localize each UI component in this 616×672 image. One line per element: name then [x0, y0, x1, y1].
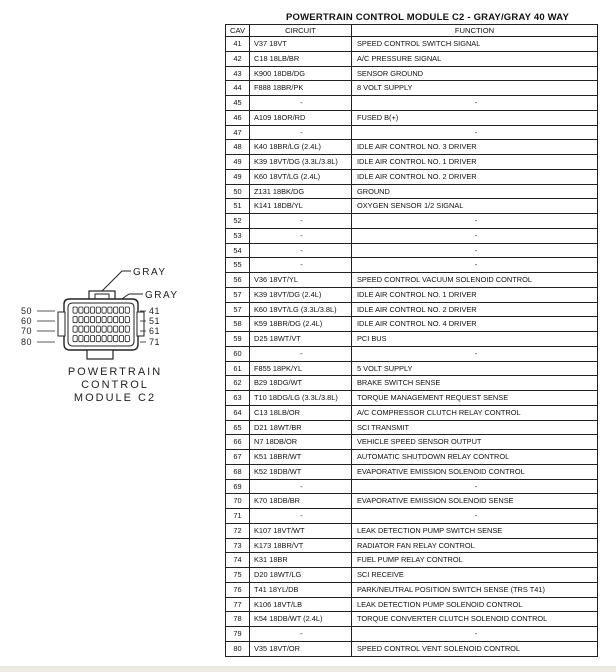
circuit-cell: C13 18LB/OR: [250, 405, 352, 420]
cav-cell: 63: [226, 391, 250, 406]
function-cell: TORQUE MANAGEMENT REQUEST SENSE: [352, 391, 598, 406]
circuit-cell: K60 18VT/LG (2.4L): [250, 169, 352, 184]
cav-cell: 41: [226, 37, 250, 52]
cav-cell: 52: [226, 214, 250, 229]
cav-cell: 50: [226, 184, 250, 199]
function-cell: IDLE AIR CONTROL NO. 3 DRIVER: [352, 140, 598, 155]
cav-cell: 42: [226, 51, 250, 66]
table-row: [226, 51, 598, 66]
table-row: [226, 464, 598, 479]
cav-cell: 58: [226, 317, 250, 332]
circuit-cell: -: [250, 125, 352, 140]
pin-number-left-60: 60: [21, 316, 33, 326]
cav-cell: 80: [226, 641, 250, 656]
function-cell: -: [352, 479, 598, 494]
table-row: [226, 346, 598, 361]
circuit-cell: K52 18DB/WT: [250, 464, 352, 479]
function-cell: -: [352, 96, 598, 111]
table-row: [226, 641, 598, 656]
function-cell: LEAK DETECTION PUMP SOLENOID CONTROL: [352, 597, 598, 612]
pin-cavity: [85, 336, 89, 342]
pin-cavity: [108, 317, 112, 323]
pin-cavity: [90, 326, 94, 332]
pin-cavity: [114, 326, 118, 332]
pin-cavity: [119, 336, 123, 342]
cav-cell: 73: [226, 538, 250, 553]
cav-cell: 78: [226, 612, 250, 627]
cav-cell: 61: [226, 361, 250, 376]
circuit-cell: -: [250, 214, 352, 229]
table-row: [226, 582, 598, 597]
pin-number-left-70: 70: [21, 326, 33, 336]
cav-cell: 76: [226, 582, 250, 597]
function-cell: -: [352, 627, 598, 642]
table-row: [226, 376, 598, 391]
table-row: [226, 37, 598, 52]
pin-cavity: [102, 307, 106, 313]
table-row: [226, 110, 598, 125]
table-header-row: [226, 25, 598, 37]
function-cell: SCI RECEIVE: [352, 568, 598, 583]
table-row: [226, 140, 598, 155]
function-cell: LEAK DETECTION PUMP SWITCH SENSE: [352, 523, 598, 538]
function-cell: SCI TRANSMIT: [352, 420, 598, 435]
cav-cell: 47: [226, 125, 250, 140]
circuit-cell: Z131 18BK/DG: [250, 184, 352, 199]
table-row: [226, 612, 598, 627]
pinout-table: [225, 24, 598, 657]
circuit-cell: -: [250, 228, 352, 243]
cav-cell: 75: [226, 568, 250, 583]
table-row: [226, 317, 598, 332]
gray-callout-top: GRAY: [133, 267, 167, 278]
table-row: [226, 361, 598, 376]
table-row: [226, 435, 598, 450]
function-cell: FUSED B(+): [352, 110, 598, 125]
circuit-cell: K39 18VT/DG (2.4L): [250, 287, 352, 302]
pin-cavity: [85, 317, 89, 323]
cav-cell: 59: [226, 332, 250, 347]
table-row: [226, 214, 598, 229]
table-row: [226, 287, 598, 302]
circuit-cell: -: [250, 243, 352, 258]
cav-cell: 53: [226, 228, 250, 243]
circuit-cell: K59 18BR/DG (2.4L): [250, 317, 352, 332]
pin-cavity: [125, 317, 129, 323]
table-title: POWERTRAIN CONTROL MODULE C2 - GRAY/GRAY 40 WAY: [286, 12, 570, 23]
pin-number-right-41: 41: [149, 306, 161, 316]
circuit-cell: K40 18BR/LG (2.4L): [250, 140, 352, 155]
function-cell: AUTOMATIC SHUTDOWN RELAY CONTROL: [352, 450, 598, 465]
cav-cell: 57: [226, 287, 250, 302]
pin-cavity: [96, 307, 100, 313]
cav-cell: 54: [226, 243, 250, 258]
function-cell: -: [352, 228, 598, 243]
function-cell: BRAKE SWITCH SENSE: [352, 376, 598, 391]
table-row: [226, 155, 598, 170]
circuit-cell: C18 18LB/BR: [250, 51, 352, 66]
function-cell: IDLE AIR CONTROL NO. 1 DRIVER: [352, 287, 598, 302]
pin-cavity: [119, 326, 123, 332]
table-row: [226, 627, 598, 642]
circuit-cell: V35 18VT/OR: [250, 641, 352, 656]
header-circuit: CIRCUIT: [250, 25, 352, 37]
gray-callout-top-leader: [102, 271, 122, 291]
pin-cavity: [108, 336, 112, 342]
pin-cavity: [125, 307, 129, 313]
table-row: [226, 420, 598, 435]
pin-cavity: [73, 307, 77, 313]
table-row: [226, 96, 598, 111]
function-cell: SPEED CONTROL SWITCH SIGNAL: [352, 37, 598, 52]
pin-cavity: [102, 326, 106, 332]
connector-label: [30, 366, 200, 405]
function-cell: SPEED CONTROL VACUUM SOLENOID CONTROL: [352, 273, 598, 288]
circuit-cell: K106 18VT/LB: [250, 597, 352, 612]
table-row: [226, 597, 598, 612]
circuit-cell: K141 18DB/YL: [250, 199, 352, 214]
circuit-cell: K31 18BR: [250, 553, 352, 568]
table-row: [226, 184, 598, 199]
pin-cavity: [79, 317, 83, 323]
cav-cell: 62: [226, 376, 250, 391]
table-row: [226, 199, 598, 214]
cav-cell: 45: [226, 96, 250, 111]
cav-cell: 44: [226, 81, 250, 96]
circuit-cell: A109 18OR/RD: [250, 110, 352, 125]
table-row: [226, 273, 598, 288]
connector-body: [58, 299, 144, 350]
function-cell: -: [352, 243, 598, 258]
pin-cavity: [102, 317, 106, 323]
table-row: [226, 523, 598, 538]
header-function: FUNCTION: [352, 25, 598, 37]
cav-cell: 46: [226, 110, 250, 125]
connector-label-line-1: POWERTRAIN: [67, 366, 163, 378]
circuit-cell: F888 18BR/PK: [250, 81, 352, 96]
table-row: [226, 258, 598, 273]
table-row: [226, 509, 598, 524]
pin-cavity: [73, 336, 77, 342]
pin-cavity: [73, 317, 77, 323]
pin-cavity: [85, 307, 89, 313]
cav-cell: 67: [226, 450, 250, 465]
function-cell: -: [352, 509, 598, 524]
pin-cavity: [85, 326, 89, 332]
function-cell: GROUND: [352, 184, 598, 199]
function-cell: PARK/NEUTRAL POSITION SWITCH SENSE (TRS T41): [352, 582, 598, 597]
gray-callout-bottom: GRAY: [145, 290, 179, 301]
table-row: [226, 302, 598, 317]
table-row: [226, 494, 598, 509]
pin-cavity: [114, 317, 118, 323]
function-cell: -: [352, 346, 598, 361]
table-row: [226, 66, 598, 81]
cav-cell: 74: [226, 553, 250, 568]
circuit-cell: K900 18DB/DG: [250, 66, 352, 81]
pin-cavity: [114, 307, 118, 313]
circuit-cell: T10 18DG/LG (3.3L/3.8L): [250, 391, 352, 406]
function-cell: IDLE AIR CONTROL NO. 1 DRIVER: [352, 155, 598, 170]
pin-cavity: [90, 307, 94, 313]
pin-number-left-50: 50: [21, 306, 33, 316]
function-cell: IDLE AIR CONTROL NO. 2 DRIVER: [352, 169, 598, 184]
pin-cavity: [79, 336, 83, 342]
cav-cell: 71: [226, 509, 250, 524]
bottom-edge-strip: [0, 666, 616, 672]
pin-cavity: [96, 336, 100, 342]
circuit-cell: K51 18BR/WT: [250, 450, 352, 465]
cav-cell: 69: [226, 479, 250, 494]
circuit-cell: -: [250, 346, 352, 361]
function-cell: IDLE AIR CONTROL NO. 4 DRIVER: [352, 317, 598, 332]
function-cell: SENSOR GROUND: [352, 66, 598, 81]
cav-cell: 68: [226, 464, 250, 479]
function-cell: IDLE AIR CONTROL NO. 2 DRIVER: [352, 302, 598, 317]
table-row: [226, 553, 598, 568]
cav-cell: 65: [226, 420, 250, 435]
pin-cavity: [73, 326, 77, 332]
table-row: [226, 391, 598, 406]
function-cell: RADIATOR FAN RELAY CONTROL: [352, 538, 598, 553]
circuit-cell: -: [250, 479, 352, 494]
pin-cavity: [90, 336, 94, 342]
cav-cell: 57: [226, 302, 250, 317]
function-cell: 5 VOLT SUPPLY: [352, 361, 598, 376]
function-cell: A/C COMPRESSOR CLUTCH RELAY CONTROL: [352, 405, 598, 420]
cav-cell: 43: [226, 66, 250, 81]
function-cell: PCI BUS: [352, 332, 598, 347]
table-row: [226, 228, 598, 243]
function-cell: A/C PRESSURE SIGNAL: [352, 51, 598, 66]
cav-cell: 55: [226, 258, 250, 273]
circuit-cell: -: [250, 258, 352, 273]
circuit-cell: -: [250, 627, 352, 642]
circuit-cell: D20 18WT/LG: [250, 568, 352, 583]
function-cell: FUEL PUMP RELAY CONTROL: [352, 553, 598, 568]
circuit-cell: K70 18DB/BR: [250, 494, 352, 509]
pin-cavity: [102, 336, 106, 342]
cav-cell: 79: [226, 627, 250, 642]
connector-label-line-3: MODULE C2: [73, 392, 157, 404]
function-cell: -: [352, 214, 598, 229]
function-cell: -: [352, 125, 598, 140]
pin-cavity: [108, 307, 112, 313]
circuit-cell: B29 18DG/WT: [250, 376, 352, 391]
function-cell: 8 VOLT SUPPLY: [352, 81, 598, 96]
pin-number-right-61: 61: [149, 326, 161, 336]
function-cell: EVAPORATIVE EMISSION SOLENOID SENSE: [352, 494, 598, 509]
table-row: [226, 450, 598, 465]
cav-cell: 72: [226, 523, 250, 538]
pin-cavity: [90, 317, 94, 323]
pin-cavity: [96, 317, 100, 323]
pin-number-left-80: 80: [21, 337, 33, 347]
circuit-cell: K107 18VT/WT: [250, 523, 352, 538]
function-cell: OXYGEN SENSOR 1/2 SIGNAL: [352, 199, 598, 214]
cav-cell: 49: [226, 155, 250, 170]
cav-cell: 56: [226, 273, 250, 288]
header-cav: CAV: [226, 25, 250, 37]
circuit-cell: K60 18VT/LG (3.3L/3.8L): [250, 302, 352, 317]
pinout-table-body: [226, 37, 598, 657]
cav-cell: 49: [226, 169, 250, 184]
table-row: [226, 538, 598, 553]
connector-diagram: [0, 0, 222, 420]
cav-cell: 64: [226, 405, 250, 420]
circuit-cell: K39 18VT/DG (3.3L/3.8L): [250, 155, 352, 170]
circuit-cell: -: [250, 96, 352, 111]
circuit-cell: K54 18DB/WT (2.4L): [250, 612, 352, 627]
table-row: [226, 125, 598, 140]
pin-cavity: [119, 307, 123, 313]
circuit-cell: -: [250, 509, 352, 524]
table-row: [226, 243, 598, 258]
pin-cavity: [79, 326, 83, 332]
cav-cell: 51: [226, 199, 250, 214]
table-row: [226, 81, 598, 96]
cav-cell: 48: [226, 140, 250, 155]
cav-cell: 70: [226, 494, 250, 509]
cav-cell: 60: [226, 346, 250, 361]
circuit-cell: D21 18WT/BR: [250, 420, 352, 435]
circuit-cell: V37 18VT: [250, 37, 352, 52]
function-cell: VEHICLE SPEED SENSOR OUTPUT: [352, 435, 598, 450]
cav-cell: 77: [226, 597, 250, 612]
pin-cavity: [119, 317, 123, 323]
pin-number-right-71: 71: [149, 337, 161, 347]
pin-number-right-51: 51: [149, 316, 161, 326]
table-row: [226, 568, 598, 583]
function-cell: -: [352, 258, 598, 273]
circuit-cell: N7 18DB/OR: [250, 435, 352, 450]
circuit-cell: K173 18BR/VT: [250, 538, 352, 553]
function-cell: SPEED CONTROL VENT SOLENOID CONTROL: [352, 641, 598, 656]
circuit-cell: D25 18WT/VT: [250, 332, 352, 347]
circuit-cell: V36 18VT/YL: [250, 273, 352, 288]
pin-cavity: [125, 336, 129, 342]
pin-cavity: [125, 326, 129, 332]
pin-cavity: [108, 326, 112, 332]
circuit-cell: T41 18YL/DB: [250, 582, 352, 597]
table-row: [226, 479, 598, 494]
pin-cavity: [79, 307, 83, 313]
table-row: [226, 405, 598, 420]
table-row: [226, 169, 598, 184]
table-row: [226, 332, 598, 347]
function-cell: EVAPORATIVE EMISSION SOLENOID CONTROL: [352, 464, 598, 479]
pin-cavity: [96, 326, 100, 332]
function-cell: TORQUE CONVERTER CLUTCH SOLENOID CONTROL: [352, 612, 598, 627]
cav-cell: 66: [226, 435, 250, 450]
pin-cavity: [114, 336, 118, 342]
connector-label-line-2: CONTROL: [81, 379, 149, 391]
circuit-cell: F855 18PK/YL: [250, 361, 352, 376]
